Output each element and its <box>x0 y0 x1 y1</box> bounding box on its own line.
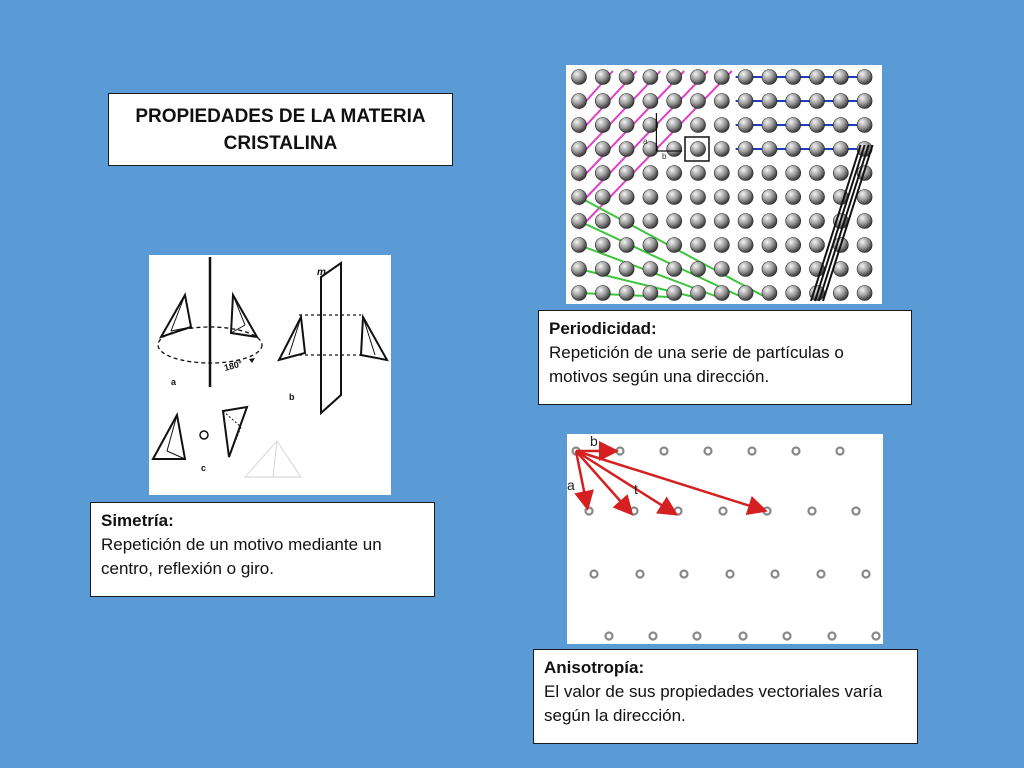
lattice-sphere <box>643 214 658 229</box>
lattice-sphere <box>619 190 634 205</box>
lattice-sphere <box>595 118 610 133</box>
lattice-sphere <box>667 142 682 157</box>
lattice-sphere <box>691 190 706 205</box>
lattice-sphere <box>738 70 753 85</box>
vector-label-t: t <box>634 481 638 497</box>
lattice-sphere <box>667 70 682 85</box>
lattice-sphere <box>572 70 587 85</box>
lattice-sphere <box>857 214 872 229</box>
lattice-sphere <box>643 190 658 205</box>
lattice-sphere <box>595 190 610 205</box>
lattice-sphere <box>786 166 801 181</box>
lattice-point <box>606 633 613 640</box>
lattice-sphere <box>786 70 801 85</box>
lattice-sphere <box>833 70 848 85</box>
lattice-sphere <box>762 70 777 85</box>
slide-title <box>108 93 453 166</box>
symmetry-caption <box>90 502 435 597</box>
lattice-sphere <box>667 118 682 133</box>
lattice-sphere <box>857 190 872 205</box>
label-m: m <box>317 267 326 278</box>
lattice-sphere <box>786 214 801 229</box>
symmetry-diagram <box>149 255 391 495</box>
lattice-point <box>793 448 800 455</box>
lattice-point <box>661 448 668 455</box>
lattice-sphere <box>643 70 658 85</box>
pyramid-right-c <box>223 407 247 457</box>
lattice-sphere <box>619 166 634 181</box>
lattice-point <box>694 633 701 640</box>
lattice-sphere <box>738 262 753 277</box>
vector-label-a: a <box>567 477 575 493</box>
lattice-sphere <box>595 286 610 301</box>
lattice-sphere <box>786 190 801 205</box>
lattice-sphere <box>833 94 848 109</box>
lattice-sphere <box>572 166 587 181</box>
lattice-sphere <box>691 286 706 301</box>
lattice-sphere <box>714 94 729 109</box>
pyramid-right-a <box>231 295 257 337</box>
lattice-sphere <box>691 70 706 85</box>
lattice-point <box>740 633 747 640</box>
lattice-sphere <box>691 238 706 253</box>
lattice-sphere <box>572 214 587 229</box>
pyramid-left-c <box>153 415 185 459</box>
lattice-sphere <box>595 214 610 229</box>
periodicity-figure <box>566 65 882 304</box>
lattice-sphere <box>667 214 682 229</box>
lattice-sphere <box>643 166 658 181</box>
lattice-point <box>681 571 688 578</box>
lattice-sphere <box>786 286 801 301</box>
lattice-point <box>720 508 727 515</box>
lattice-sphere <box>572 94 587 109</box>
lattice-sphere <box>595 166 610 181</box>
lattice-sphere <box>857 118 872 133</box>
lattice-point <box>591 571 598 578</box>
pyramid-left-b <box>279 317 305 360</box>
lattice-sphere <box>691 94 706 109</box>
lattice-sphere <box>595 94 610 109</box>
lattice-sphere <box>691 166 706 181</box>
lattice-sphere <box>762 214 777 229</box>
lattice-sphere <box>667 238 682 253</box>
lattice-sphere <box>810 166 825 181</box>
lattice-sphere <box>595 238 610 253</box>
lattice-point <box>809 508 816 515</box>
lattice-sphere <box>572 190 587 205</box>
lattice-sphere <box>810 118 825 133</box>
lattice-sphere <box>786 262 801 277</box>
lattice-sphere <box>714 214 729 229</box>
lattice-sphere <box>857 94 872 109</box>
lattice-sphere <box>762 190 777 205</box>
lattice-label-a: a <box>643 137 648 146</box>
lattice-sphere <box>619 262 634 277</box>
lattice-sphere <box>691 142 706 157</box>
lattice-sphere <box>714 70 729 85</box>
lattice-sphere <box>738 238 753 253</box>
vector-a <box>576 451 587 506</box>
lattice-sphere <box>738 286 753 301</box>
lattice-sphere <box>833 118 848 133</box>
lattice-label-b: b <box>662 152 667 161</box>
symmetry-figure <box>149 255 391 495</box>
lattice-point <box>853 508 860 515</box>
lattice-sphere <box>595 70 610 85</box>
lattice-point <box>675 508 682 515</box>
lattice-sphere <box>786 94 801 109</box>
lattice-sphere <box>738 94 753 109</box>
vector-diagram <box>567 434 883 644</box>
lattice-sphere <box>810 190 825 205</box>
periodicity-text: Repetición de una serie de partículas o motivos según una dirección. <box>549 343 844 386</box>
pyramid-left-a <box>161 295 191 337</box>
lattice-sphere <box>714 118 729 133</box>
lattice-sphere <box>738 166 753 181</box>
lattice-sphere <box>833 286 848 301</box>
lattice-sphere <box>857 70 872 85</box>
lattice-sphere <box>619 70 634 85</box>
lattice-sphere <box>738 190 753 205</box>
lattice-diagram <box>566 65 882 304</box>
lattice-sphere <box>619 118 634 133</box>
lattice-sphere <box>619 142 634 157</box>
lattice-sphere <box>762 262 777 277</box>
inversion-center <box>200 431 208 439</box>
lattice-sphere <box>810 70 825 85</box>
anisotropy-caption <box>533 649 918 744</box>
anisotropy-heading: Anisotropía: <box>544 658 645 677</box>
lattice-sphere <box>619 238 634 253</box>
periodicity-caption <box>538 310 912 405</box>
lattice-point <box>772 571 779 578</box>
vector-4 <box>576 451 763 510</box>
lattice-sphere <box>619 214 634 229</box>
vector-t <box>576 451 674 513</box>
lattice-sphere <box>810 238 825 253</box>
lattice-point <box>650 633 657 640</box>
lattice-sphere <box>667 286 682 301</box>
lattice-sphere <box>643 94 658 109</box>
lattice-sphere <box>691 214 706 229</box>
label-180: 180° <box>222 358 244 373</box>
lattice-sphere <box>786 118 801 133</box>
lattice-sphere <box>810 142 825 157</box>
lattice-sphere <box>714 262 729 277</box>
lattice-point <box>637 571 644 578</box>
lattice-point <box>837 448 844 455</box>
lattice-sphere <box>667 262 682 277</box>
anisotropy-text: El valor de sus propiedades vectoriales varía según la dirección. <box>544 682 883 725</box>
lattice-sphere <box>595 262 610 277</box>
lattice-sphere <box>738 142 753 157</box>
lattice-sphere <box>619 286 634 301</box>
lattice-point <box>829 633 836 640</box>
lattice-point <box>784 633 791 640</box>
lattice-sphere <box>667 190 682 205</box>
lattice-sphere <box>572 286 587 301</box>
lattice-point <box>586 508 593 515</box>
lattice-sphere <box>786 142 801 157</box>
lattice-sphere <box>643 286 658 301</box>
lattice-sphere <box>572 238 587 253</box>
lattice-sphere <box>619 94 634 109</box>
lattice-sphere <box>691 262 706 277</box>
symmetry-text: Repetición de un motivo mediante un centro, reflexión o giro. <box>101 535 382 578</box>
lattice-sphere <box>595 142 610 157</box>
lattice-sphere <box>762 286 777 301</box>
slide-title-text: PROPIEDADES DE LA MATERIA CRISTALINA <box>135 105 426 154</box>
lattice-sphere <box>667 94 682 109</box>
lattice-sphere <box>572 262 587 277</box>
lattice-sphere <box>762 238 777 253</box>
lattice-sphere <box>810 94 825 109</box>
anisotropy-figure <box>567 434 883 644</box>
lattice-sphere <box>786 238 801 253</box>
lattice-point <box>818 571 825 578</box>
label-b: b <box>289 392 295 402</box>
lattice-sphere <box>643 238 658 253</box>
lattice-sphere <box>572 142 587 157</box>
lattice-sphere <box>762 166 777 181</box>
lattice-sphere <box>857 238 872 253</box>
mirror-plane <box>321 263 341 413</box>
lattice-point <box>863 571 870 578</box>
lattice-sphere <box>810 214 825 229</box>
lattice-sphere <box>738 214 753 229</box>
lattice-sphere <box>643 118 658 133</box>
lattice-sphere <box>714 190 729 205</box>
lattice-sphere <box>714 166 729 181</box>
lattice-sphere <box>572 118 587 133</box>
lattice-sphere <box>762 118 777 133</box>
lattice-sphere <box>643 262 658 277</box>
lattice-point <box>749 448 756 455</box>
periodicity-heading: Periodicidad: <box>549 319 657 338</box>
vector-label-b: b <box>590 434 598 449</box>
lattice-point <box>873 633 880 640</box>
lattice-point <box>705 448 712 455</box>
lattice-point <box>631 508 638 515</box>
lattice-point <box>727 571 734 578</box>
symmetry-heading: Simetría: <box>101 511 174 530</box>
lattice-sphere <box>833 142 848 157</box>
lattice-sphere <box>714 238 729 253</box>
lattice-sphere <box>857 262 872 277</box>
lattice-sphere <box>833 166 848 181</box>
lattice-sphere <box>762 142 777 157</box>
lattice-sphere <box>667 166 682 181</box>
lattice-sphere <box>857 286 872 301</box>
label-a: a <box>171 377 177 387</box>
lattice-sphere <box>714 142 729 157</box>
label-c: c <box>201 463 207 473</box>
lattice-sphere <box>691 118 706 133</box>
lattice-point <box>617 448 624 455</box>
pyramid-right-b <box>361 317 387 360</box>
lattice-sphere <box>762 94 777 109</box>
lattice-point <box>764 508 771 515</box>
lattice-sphere <box>738 118 753 133</box>
lattice-sphere <box>714 286 729 301</box>
